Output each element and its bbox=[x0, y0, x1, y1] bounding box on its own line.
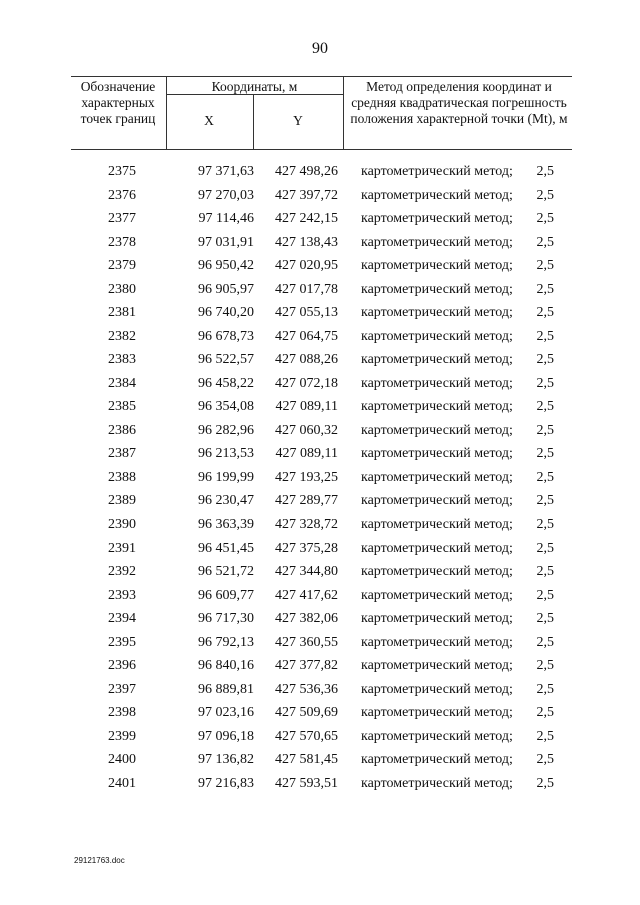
point-id: 2380 bbox=[108, 281, 136, 297]
coord-y: 427 089,11 bbox=[275, 399, 338, 415]
table-row bbox=[0, 656, 640, 680]
coord-x: 96 213,53 bbox=[198, 446, 254, 462]
table-row bbox=[0, 350, 640, 374]
table-row bbox=[0, 209, 640, 233]
table-row bbox=[0, 703, 640, 727]
method: картометрический метод; bbox=[361, 705, 513, 721]
point-id: 2376 bbox=[108, 187, 136, 203]
header-x: X bbox=[204, 113, 214, 128]
coord-x: 96 282,96 bbox=[198, 422, 254, 438]
coord-y: 427 498,26 bbox=[275, 164, 338, 179]
point-id: 2390 bbox=[108, 516, 136, 532]
coord-x: 96 451,45 bbox=[198, 540, 254, 556]
coord-y: 427 344,80 bbox=[275, 564, 338, 580]
error: 2,5 bbox=[536, 305, 554, 321]
coord-y: 427 397,72 bbox=[275, 187, 338, 203]
error: 2,5 bbox=[536, 775, 554, 791]
method: картометрический метод; bbox=[361, 469, 513, 485]
coord-y: 427 088,26 bbox=[275, 352, 338, 368]
method: картометрический метод; bbox=[361, 164, 513, 179]
coord-x: 96 522,57 bbox=[198, 352, 254, 368]
point-id: 2385 bbox=[108, 399, 136, 415]
coord-x: 96 950,42 bbox=[198, 258, 254, 274]
coord-x: 96 889,81 bbox=[198, 681, 254, 697]
error: 2,5 bbox=[536, 540, 554, 556]
error: 2,5 bbox=[536, 258, 554, 274]
coord-y: 427 072,18 bbox=[275, 375, 338, 391]
table-row bbox=[0, 256, 640, 280]
method: картометрический метод; bbox=[361, 234, 513, 250]
error: 2,5 bbox=[536, 281, 554, 297]
error: 2,5 bbox=[536, 328, 554, 344]
coord-y: 427 020,95 bbox=[275, 258, 338, 274]
coord-x: 96 905,97 bbox=[198, 281, 254, 297]
method: картометрический метод; bbox=[361, 305, 513, 321]
point-id: 2387 bbox=[108, 446, 136, 462]
error: 2,5 bbox=[536, 611, 554, 627]
method: картометрический метод; bbox=[361, 493, 513, 509]
coord-x: 96 609,77 bbox=[198, 587, 254, 603]
method: картометрический метод; bbox=[361, 328, 513, 344]
coord-x: 96 458,22 bbox=[198, 375, 254, 391]
coord-y: 427 536,36 bbox=[275, 681, 338, 697]
method: картометрический метод; bbox=[361, 540, 513, 556]
point-id: 2389 bbox=[108, 493, 136, 509]
table-header bbox=[71, 76, 572, 150]
method: картометрический метод; bbox=[361, 775, 513, 791]
table-row bbox=[0, 727, 640, 751]
table-row bbox=[0, 680, 640, 704]
coord-y: 427 593,51 bbox=[275, 775, 338, 791]
point-id: 2400 bbox=[108, 752, 136, 768]
table-row bbox=[0, 586, 640, 610]
coord-x: 96 792,13 bbox=[198, 634, 254, 650]
error: 2,5 bbox=[536, 399, 554, 415]
method: картометрический метод; bbox=[361, 422, 513, 438]
coord-y: 427 570,65 bbox=[275, 728, 338, 744]
method: картометрический метод; bbox=[361, 399, 513, 415]
point-id: 2388 bbox=[108, 469, 136, 485]
coord-x: 97 023,16 bbox=[198, 705, 254, 721]
table-row bbox=[0, 280, 640, 304]
error: 2,5 bbox=[536, 469, 554, 485]
method: картометрический метод; bbox=[361, 516, 513, 532]
table-row bbox=[0, 562, 640, 586]
error: 2,5 bbox=[536, 516, 554, 532]
error: 2,5 bbox=[536, 187, 554, 203]
point-id: 2379 bbox=[108, 258, 136, 274]
point-id: 2375 bbox=[108, 164, 136, 179]
coord-x: 96 740,20 bbox=[198, 305, 254, 321]
table-row bbox=[0, 444, 640, 468]
coord-y: 427 417,62 bbox=[275, 587, 338, 603]
point-id: 2399 bbox=[108, 728, 136, 744]
method: картометрический метод; bbox=[361, 611, 513, 627]
error: 2,5 bbox=[536, 211, 554, 227]
point-id: 2386 bbox=[108, 422, 136, 438]
method: картометрический метод; bbox=[361, 211, 513, 227]
point-id: 2394 bbox=[108, 611, 136, 627]
error: 2,5 bbox=[536, 658, 554, 674]
table-row bbox=[0, 327, 640, 351]
error: 2,5 bbox=[536, 422, 554, 438]
method: картометрический метод; bbox=[361, 587, 513, 603]
method: картометрический метод; bbox=[361, 281, 513, 297]
point-id: 2392 bbox=[108, 564, 136, 580]
method: картометрический метод; bbox=[361, 446, 513, 462]
header-divider bbox=[253, 95, 254, 149]
table-row bbox=[0, 233, 640, 257]
point-id: 2377 bbox=[108, 211, 136, 227]
point-id: 2396 bbox=[108, 658, 136, 674]
error: 2,5 bbox=[536, 375, 554, 391]
point-id: 2381 bbox=[108, 305, 136, 321]
point-id: 2401 bbox=[108, 775, 136, 791]
table-row bbox=[0, 186, 640, 210]
error: 2,5 bbox=[536, 564, 554, 580]
error: 2,5 bbox=[536, 705, 554, 721]
method: картометрический метод; bbox=[361, 681, 513, 697]
error: 2,5 bbox=[536, 352, 554, 368]
coord-y: 427 060,32 bbox=[275, 422, 338, 438]
coord-y: 427 377,82 bbox=[275, 658, 338, 674]
error: 2,5 bbox=[536, 446, 554, 462]
coord-x: 97 216,83 bbox=[198, 775, 254, 791]
point-id: 2383 bbox=[108, 352, 136, 368]
table-row bbox=[0, 303, 640, 327]
point-id: 2398 bbox=[108, 705, 136, 721]
method: картометрический метод; bbox=[361, 564, 513, 580]
point-id: 2378 bbox=[108, 234, 136, 250]
table-row bbox=[0, 609, 640, 633]
table-row bbox=[0, 750, 640, 774]
table-row bbox=[0, 374, 640, 398]
error: 2,5 bbox=[536, 234, 554, 250]
coord-y: 427 055,13 bbox=[275, 305, 338, 321]
coord-x: 96 717,30 bbox=[198, 611, 254, 627]
table-row bbox=[0, 539, 640, 563]
coord-y: 427 289,77 bbox=[275, 493, 338, 509]
coord-x: 97 031,91 bbox=[198, 234, 254, 250]
coord-y: 427 064,75 bbox=[275, 328, 338, 344]
header-divider bbox=[343, 77, 344, 149]
header-y: Y bbox=[293, 113, 303, 128]
coord-y: 427 581,45 bbox=[275, 752, 338, 768]
coord-x: 97 136,82 bbox=[198, 752, 254, 768]
coord-y: 427 089,11 bbox=[275, 446, 338, 462]
point-id: 2391 bbox=[108, 540, 136, 556]
point-id: 2395 bbox=[108, 634, 136, 650]
method: картометрический метод; bbox=[361, 187, 513, 203]
error: 2,5 bbox=[536, 728, 554, 744]
coord-y: 427 328,72 bbox=[275, 516, 338, 532]
table-row bbox=[0, 162, 640, 186]
coord-y: 427 193,25 bbox=[275, 469, 338, 485]
coord-x: 96 199,99 bbox=[198, 469, 254, 485]
method: картометрический метод; bbox=[361, 752, 513, 768]
point-id: 2397 bbox=[108, 681, 136, 697]
page-number: 90 bbox=[312, 40, 328, 57]
coord-y: 427 360,55 bbox=[275, 634, 338, 650]
coord-x: 96 840,16 bbox=[198, 658, 254, 674]
table-row bbox=[0, 491, 640, 515]
coord-y: 427 138,43 bbox=[275, 234, 338, 250]
header-method: Метод определения координат и средняя квадратическая погрешность положения характерной точки (Mt), м bbox=[350, 79, 568, 126]
error: 2,5 bbox=[536, 752, 554, 768]
coord-x: 96 363,39 bbox=[198, 516, 254, 532]
point-id: 2384 bbox=[108, 375, 136, 391]
file-name: 29121763.doc bbox=[74, 856, 125, 865]
method: картометрический метод; bbox=[361, 352, 513, 368]
coord-y: 427 017,78 bbox=[275, 281, 338, 297]
table-row bbox=[0, 774, 640, 798]
coord-y: 427 375,28 bbox=[275, 540, 338, 556]
coord-x: 96 354,08 bbox=[198, 399, 254, 415]
table-row bbox=[0, 633, 640, 657]
header-coordinates: Координаты, м bbox=[211, 79, 298, 94]
header-designation: Обозначение характерных точек границ bbox=[80, 79, 156, 126]
method: картометрический метод; bbox=[361, 258, 513, 274]
coord-x: 96 521,72 bbox=[198, 564, 254, 580]
method: картометрический метод; bbox=[361, 634, 513, 650]
table-body bbox=[0, 162, 640, 797]
coord-y: 427 242,15 bbox=[275, 211, 338, 227]
table-row bbox=[0, 421, 640, 445]
point-id: 2393 bbox=[108, 587, 136, 603]
coord-x: 97 270,03 bbox=[198, 187, 254, 203]
table-row bbox=[0, 397, 640, 421]
error: 2,5 bbox=[536, 587, 554, 603]
coord-x: 97 096,18 bbox=[198, 728, 254, 744]
error: 2,5 bbox=[536, 164, 554, 179]
point-id: 2382 bbox=[108, 328, 136, 344]
method: картометрический метод; bbox=[361, 375, 513, 391]
coord-x: 97 114,46 bbox=[198, 211, 254, 227]
coord-x: 96 230,47 bbox=[198, 493, 254, 509]
table-row bbox=[0, 468, 640, 492]
coord-x: 97 371,63 bbox=[198, 164, 254, 179]
table-row bbox=[0, 515, 640, 539]
error: 2,5 bbox=[536, 681, 554, 697]
error: 2,5 bbox=[536, 634, 554, 650]
error: 2,5 bbox=[536, 493, 554, 509]
coord-x: 96 678,73 bbox=[198, 328, 254, 344]
method: картометрический метод; bbox=[361, 658, 513, 674]
method: картометрический метод; bbox=[361, 728, 513, 744]
coord-y: 427 382,06 bbox=[275, 611, 338, 627]
coord-y: 427 509,69 bbox=[275, 705, 338, 721]
